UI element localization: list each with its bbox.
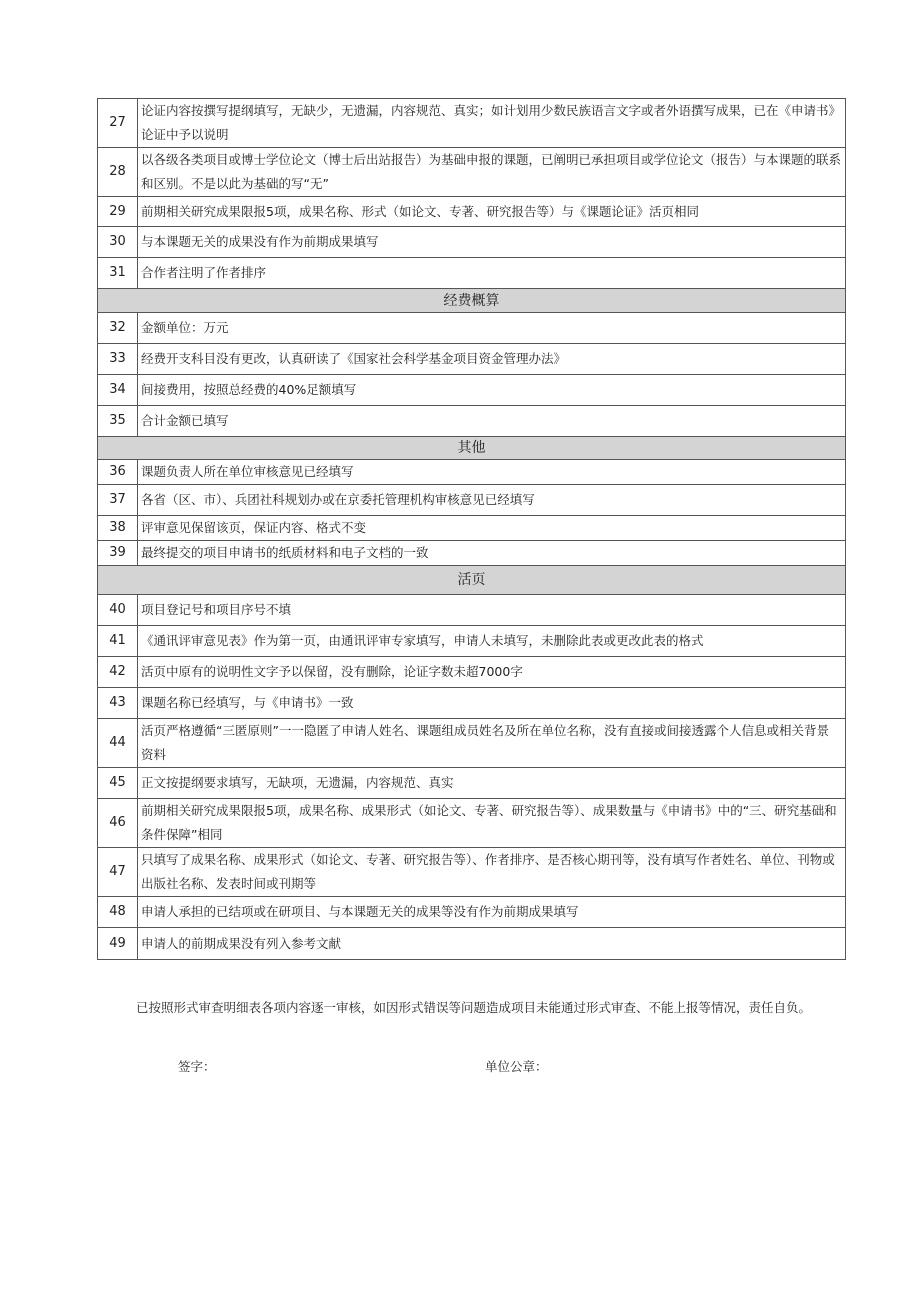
item-number: 32 bbox=[98, 313, 138, 344]
table-row bbox=[98, 799, 846, 848]
item-number: 29 bbox=[98, 197, 138, 227]
table-row bbox=[98, 719, 846, 768]
table-row bbox=[98, 848, 846, 897]
item-requirement: 活页严格遵循“三匿原则”一一隐匿了申请人姓名、课题组成员姓名及所在单位名称，没有直接或间接透露个人信息或相关背景资料 bbox=[138, 719, 846, 768]
item-requirement: 以各级各类项目或博士学位论文（博士后出站报告）为基础申报的课题，已阐明已承担项目或学位论文（报告）与本课题的联系和区别。不是以此为基础的写“无” bbox=[138, 148, 846, 197]
item-requirement: 申请人的前期成果没有列入参考文献 bbox=[138, 928, 846, 960]
item-number: 46 bbox=[98, 799, 138, 848]
checklist-body bbox=[98, 99, 846, 960]
item-requirement: 申请人承担的已结项或在研项目、与本课题无关的成果等没有作为前期成果填写 bbox=[138, 897, 846, 928]
item-number: 40 bbox=[98, 595, 138, 626]
section-header-row bbox=[98, 566, 846, 595]
item-requirement: 评审意见保留该页，保证内容、格式不变 bbox=[138, 516, 846, 541]
table-row bbox=[98, 928, 846, 960]
item-number: 35 bbox=[98, 406, 138, 437]
item-requirement: 间接费用，按照总经费的40%足额填写 bbox=[138, 375, 846, 406]
table-row bbox=[98, 626, 846, 657]
item-requirement: 论证内容按撰写提纲填写，无缺少，无遗漏，内容规范、真实；如计划用少数民族语言文字或者外语撰写成果，已在《申请书》论证中予以说明 bbox=[138, 99, 846, 148]
item-requirement: 活页中原有的说明性文字予以保留，没有删除，论证字数未超7000字 bbox=[138, 657, 846, 688]
item-number: 28 bbox=[98, 148, 138, 197]
table-row bbox=[98, 258, 846, 289]
item-requirement: 前期相关研究成果限报5项，成果名称、成果形式（如论文、专著、研究报告等）、成果数量与《申请书》中的“三、研究基础和条件保障”相同 bbox=[138, 799, 846, 848]
table-row bbox=[98, 897, 846, 928]
item-requirement: 只填写了成果名称、成果形式（如论文、专著、研究报告等）、作者排序、是否核心期刊等，没有填写作者姓名、单位、刊物或出版社名称、发表时间或刊期等 bbox=[138, 848, 846, 897]
table-row bbox=[98, 148, 846, 197]
section-header-row bbox=[98, 289, 846, 313]
item-requirement: 项目登记号和项目序号不填 bbox=[138, 595, 846, 626]
item-requirement: 金额单位：万元 bbox=[138, 313, 846, 344]
item-number: 38 bbox=[98, 516, 138, 541]
item-number: 47 bbox=[98, 848, 138, 897]
table-row bbox=[98, 344, 846, 375]
item-requirement: 课题负责人所在单位审核意见已经填写 bbox=[138, 460, 846, 485]
table-row bbox=[98, 460, 846, 485]
table-row bbox=[98, 227, 846, 258]
item-requirement: 课题名称已经填写，与《申请书》一致 bbox=[138, 688, 846, 719]
table-row bbox=[98, 375, 846, 406]
item-requirement: 前期相关研究成果限报5项，成果名称、形式（如论文、专著、研究报告等）与《课题论证》活页相同 bbox=[138, 197, 846, 227]
item-number: 34 bbox=[98, 375, 138, 406]
item-number: 42 bbox=[98, 657, 138, 688]
item-number: 30 bbox=[98, 227, 138, 258]
item-requirement: 《通讯评审意见表》作为第一页，由通讯评审专家填写，申请人未填写，未删除此表或更改此表的格式 bbox=[138, 626, 846, 657]
item-number: 39 bbox=[98, 541, 138, 566]
table-row bbox=[98, 768, 846, 799]
item-number: 44 bbox=[98, 719, 138, 768]
table-row bbox=[98, 688, 846, 719]
table-row bbox=[98, 197, 846, 227]
table-row bbox=[98, 99, 846, 148]
item-number: 27 bbox=[98, 99, 138, 148]
unit-seal-label: 单位公章： bbox=[485, 1059, 548, 1074]
item-requirement: 合计金额已填写 bbox=[138, 406, 846, 437]
item-number: 41 bbox=[98, 626, 138, 657]
item-number: 31 bbox=[98, 258, 138, 289]
item-number: 49 bbox=[98, 928, 138, 960]
item-number: 43 bbox=[98, 688, 138, 719]
item-number: 33 bbox=[98, 344, 138, 375]
item-requirement: 与本课题无关的成果没有作为前期成果填写 bbox=[138, 227, 846, 258]
signature-label: 签字： bbox=[178, 1059, 216, 1074]
item-requirement: 合作者注明了作者排序 bbox=[138, 258, 846, 289]
table-row bbox=[98, 657, 846, 688]
item-requirement: 经费开支科目没有更改，认真研读了《国家社会科学基金项目资金管理办法》 bbox=[138, 344, 846, 375]
section-header-row bbox=[98, 437, 846, 460]
declaration-text: 已按照形式审查明细表各项内容逐一审核，如因形式错误等问题造成项目未能通过形式审查、不能上报等情况，责任自负。 bbox=[136, 1000, 812, 1015]
section-title: 经费概算 bbox=[98, 289, 846, 313]
item-number: 48 bbox=[98, 897, 138, 928]
item-requirement: 正文按提纲要求填写，无缺项，无遗漏，内容规范、真实 bbox=[138, 768, 846, 799]
table-row bbox=[98, 541, 846, 566]
table-row bbox=[98, 516, 846, 541]
item-number: 36 bbox=[98, 460, 138, 485]
table-row bbox=[98, 406, 846, 437]
table-row bbox=[98, 485, 846, 516]
item-number: 37 bbox=[98, 485, 138, 516]
item-requirement: 各省（区、市）、兵团社科规划办或在京委托管理机构审核意见已经填写 bbox=[138, 485, 846, 516]
item-requirement: 最终提交的项目申请书的纸质材料和电子文档的一致 bbox=[138, 541, 846, 566]
table-row bbox=[98, 595, 846, 626]
review-checklist-table bbox=[97, 98, 846, 960]
table-row bbox=[98, 313, 846, 344]
section-title: 活页 bbox=[98, 566, 846, 595]
item-number: 45 bbox=[98, 768, 138, 799]
section-title: 其他 bbox=[98, 437, 846, 460]
